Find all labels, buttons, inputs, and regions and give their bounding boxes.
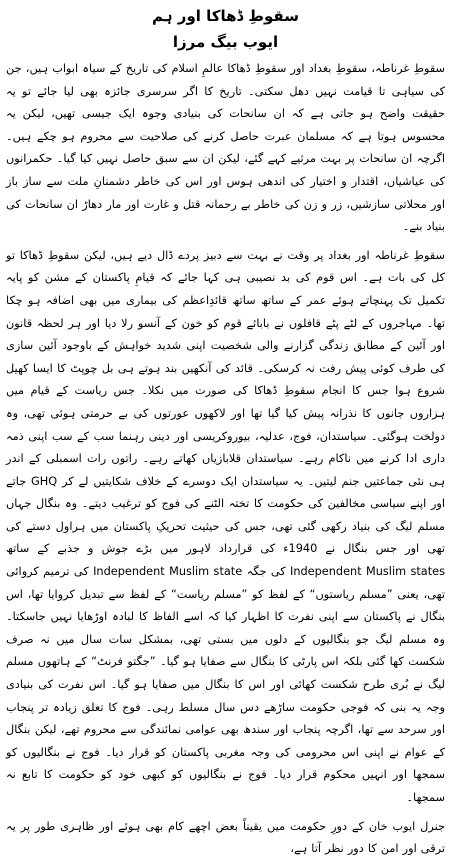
article-title: سقوطِ ڈھاکا اور ہم: [152, 7, 299, 25]
paragraph: سقوطِ غرناطہ اور بغداد پر وقت نے بہت سے دبیز پردے ڈال دیے ہیں، لیکن سقوطِ ڈھاکا تو کل کی بات ہے۔ اس قوم کی بد نصیبی ہی کہا جائے کہ قیامِ پاکستان کے مشن کو پایہ تکمیل تک پہنچاتے ہوئے عمر کے ساتھ ساتھ قائدِاعظم کی بیماری میں بھی اضافہ ہو چکا تھا۔ مہاجروں کے لٹے پٹے قافلوں نے بابائے قوم کو خون کے آنسو رلا دیا اور ہر لحظہ قانون اور آئین کے مطابق زندگی گزارنے والی شخصیت اپنی شدید خواہش کے باوجود آئین سازی کی طرف کوئی پیش رفت نہ کرسکی۔ قائد کی آنکھیں بند ہوتے ہی بل چوپٹ کا ایسا کھیل شروع ہوا جس کا انجام سقوطِ ڈھاکا کی صورت میں نکلا۔ جس ریاست کے قیام میں ہزاروں جانوں کا نذرانہ پیش کیا گیا تھا اور لاکھوں عورتوں کی بے حرمتی ہوئی تھی، وہ دولخت ہوگئی۔ سیاستدان، فوج، عدلیہ، بیوروکریسی اور دینی رہنما سب کے سب اپنی ذمہ داری ادا کرنے میں ناکام رہے۔ سیاستدان قلابازیاں کھاتے رہے۔ راتوں رات اسمبلی کے اندر ہی نئی جماعتیں جنم لیتیں۔ یہ سیاستدان ایک دوسرے کے خلاف شکایتیں لے کر GHQ جاتے اور اپنے سیاسی مخالفین کی حکومت کا تختہ الٹنے کی فوج کو ترغیب دیتے۔ وہ بنگال جہاں مسلم لیگ کی بنیاد رکھی گئی تھی، جس کی حیثیت تحریکِ پاکستان میں ہراول دستے کی تھی اور جس بنگال نے 1940ء کی قرارداد لاہور میں بڑے جوش و جذبے کے ساتھ Independent Muslim states کی جگہ Independent Muslim state کی ترمیم کروائی تھی، یعنی ”مسلم ریاستوں“ کے لفظ کو ”مسلم ریاست“ کے لفظ سے تبدیل کروایا تھا، اس بنگال نے پاکستان سے اپنی نفرت کا اظہار کیا کہ اسے الفاظ کا لبادہ اوڑھایا نہیں جاسکتا۔ وہ مسلم لیگ جو بنگالیوں کے دلوں میں بستی تھی، بمشکل سات سال میں نہ صرف شکست کھا گئی بلکہ اس پارٹی کا بنگال سے صفایا ہو گیا۔ ”جگتو فرنٹ“ کے ہاتھوں مسلم لیگ نے بُری طرح شکست کھائی اور اس کا بنگال میں صفایا ہو گیا۔ اس نفرت کی بنیادی وجہ یہ بنی کہ فوجی حکومت ساڑھے دس سال مسلط رہی۔ فوج کا تعلق زیادہ تر پنجاب اور سرحد سے تھا، اگرچہ پنجاب اور سندھ بھی عوامی نمائندگی سے محروم تھے، لیکن بنگال کے عوام نے اپنی اس محرومی کی وجہ مغربی پاکستان کو قرار دیا۔ فوج نے بنگالیوں کو سمجھا اور انہیں محکوم قرار دیا۔ فوج نے بنگالیوں کو کبھی خود کو حکومت کا تابع نہ سمجھا۔: [6, 248, 446, 804]
author-name: ایوب بیگ مرزا: [172, 33, 279, 51]
paragraph: جنرل ایوب خان کے دورِ حکومت میں یقیناً بعض اچھے کام بھی ہوئے اور ظاہری طور پر یہ ترقی اور امن کا دور نظر آتا ہے،: [6, 819, 445, 856]
paragraph: سقوطِ غرناطہ، سقوطِ بغداد اور سقوطِ ڈھاکا عالمِ اسلام کی تاریخ کے سیاہ ابواب ہیں، جن کی سیاہی تا قیامت نہیں دھل سکتی۔ تاریخ کا اگر سرسری جائزہ بھی لیا جائے تو یہ حقیقت واضح ہو جاتی ہے کہ ان سانحات کی بنیادی وجوہ ایک جیسی تھیں، لیکن یہ محسوس ہوتا ہے کہ مسلمان عبرت حاصل کرنے کی صلاحیت سے محروم ہو چکے ہیں۔ اگرچہ ان سانحات پر بہت مرثیے کہے گئے، لیکن ان سے سبق حاصل نہیں کیا گیا۔ حکمرانوں کی عیاشیاں، اقتدار و اختیار کی اندھی ہوس اور اس کی خاطر دشمنانِ ملت سے ساز باز اور محلاتی سازشیں، زر و زن کی خاطر بے رحمانہ قتل و غارت اور مار دھاڑ ان سانحات کی بنیاد بنے۔: [6, 62, 445, 234]
